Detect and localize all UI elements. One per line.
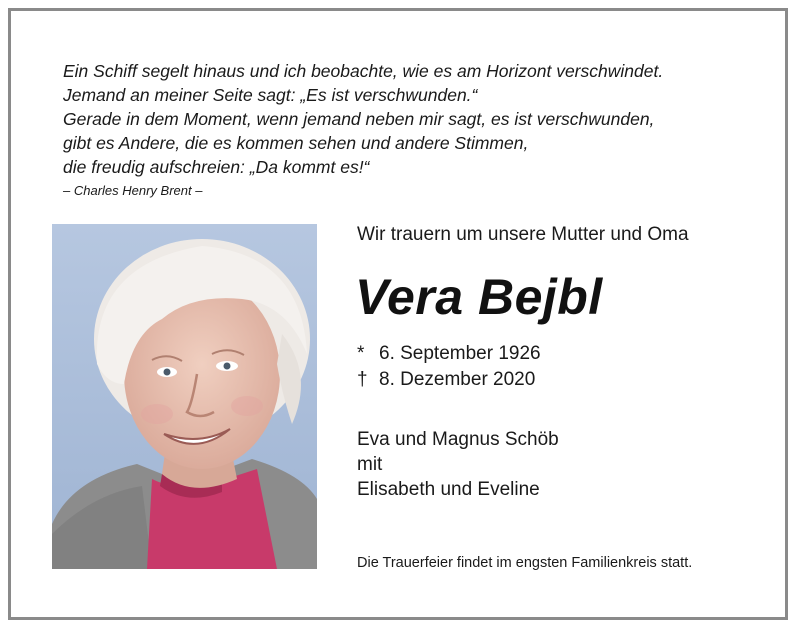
family-line: Eva und Magnus Schöb <box>357 429 559 450</box>
mourning-intro: Wir trauern um unsere Mutter und Oma <box>357 224 689 245</box>
death-date: 8. Dezember 2020 <box>379 369 536 390</box>
birth-row <box>357 341 541 367</box>
funeral-notice: Die Trauerfeier findet im engsten Familienkreis statt. <box>357 555 693 571</box>
family-line: mit <box>357 454 383 475</box>
family-line: Elisabeth und Eveline <box>357 479 540 500</box>
portrait-illustration <box>52 224 317 569</box>
birth-date: 6. September 1926 <box>379 343 541 364</box>
poem-line: gibt es Andere, die es kommen sehen und andere Stimmen, <box>63 133 529 153</box>
poem-line: die freudig aufschreien: „Da kommt es!“ <box>63 157 370 177</box>
poem-line: Ein Schiff segelt hinaus und ich beobachte, wie es am Horizont verschwindet. <box>63 61 664 81</box>
life-dates <box>357 341 541 393</box>
deceased-name: Vera Bejbl <box>355 269 603 325</box>
portrait-photo <box>52 224 317 569</box>
death-row <box>357 367 541 393</box>
family-names <box>357 427 559 502</box>
poem-quote <box>63 59 663 179</box>
poem-author: – Charles Henry Brent – <box>63 183 203 198</box>
birth-symbol: * <box>357 343 365 364</box>
poem-line: Gerade in dem Moment, wenn jemand neben mir sagt, es ist verschwunden, <box>63 109 655 129</box>
death-symbol: † <box>357 369 368 390</box>
poem-line: Jemand an meiner Seite sagt: „Es ist verschwunden.“ <box>63 85 478 105</box>
